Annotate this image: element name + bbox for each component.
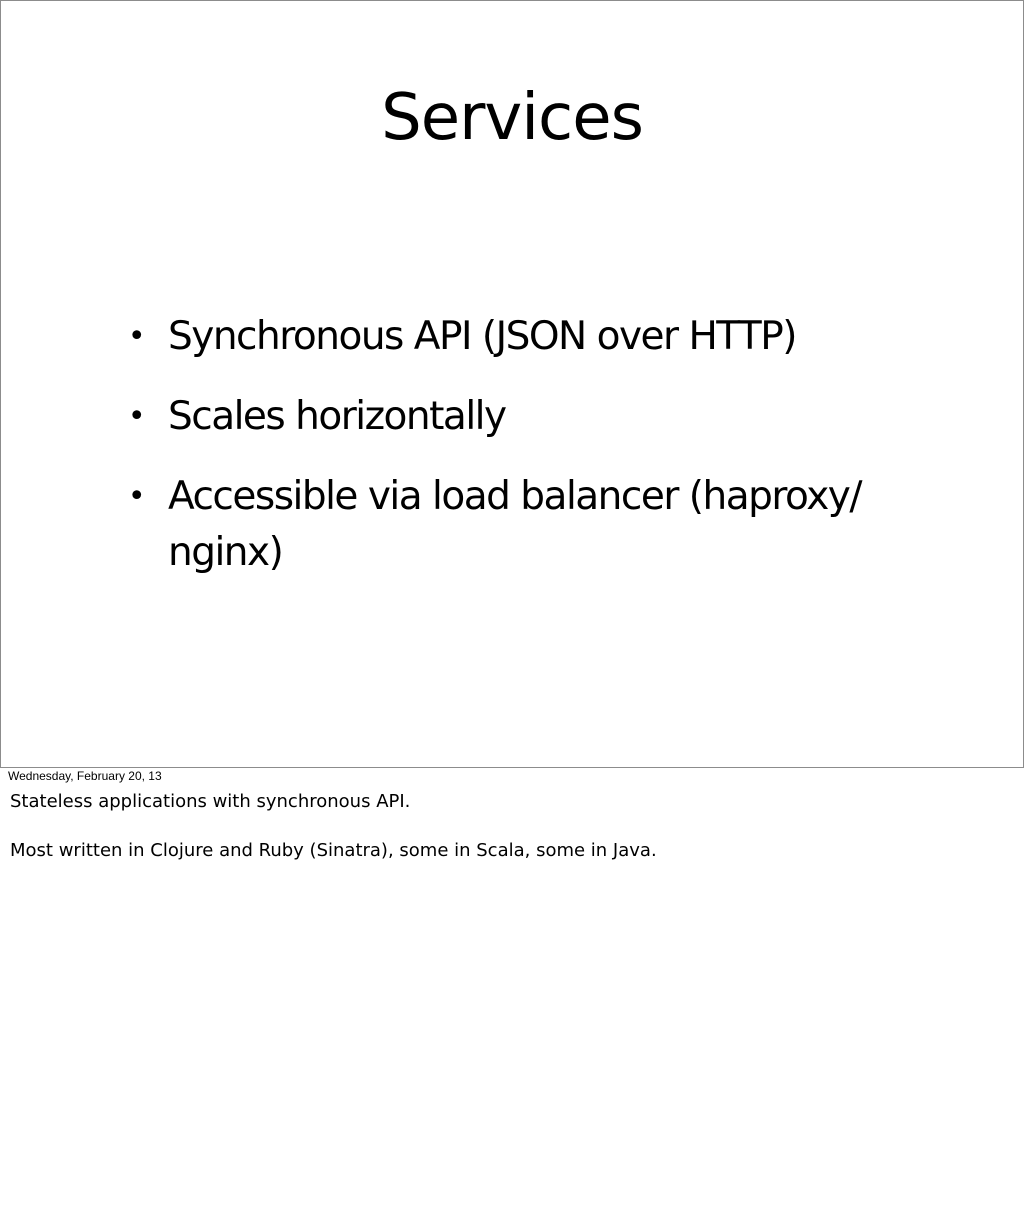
bullet-item	[121, 309, 921, 365]
bullet-text: Accessible via load balancer (haproxy/ nginx)	[168, 474, 861, 575]
bullet-list	[121, 309, 921, 605]
notes-line: Stateless applications with synchronous API.	[10, 791, 411, 812]
bullet-icon: •	[127, 399, 145, 434]
notes-line: Most written in Clojure and Ruby (Sinatra), some in Scala, some in Java.	[10, 840, 657, 861]
bullet-icon: •	[127, 479, 145, 514]
speaker-notes	[10, 787, 1010, 885]
bullet-item	[121, 389, 921, 445]
bullet-text: Synchronous API (JSON over HTTP)	[168, 314, 796, 359]
bullet-text: Scales horizontally	[168, 394, 506, 439]
bullet-item	[121, 469, 921, 581]
slide-date: Wednesday, February 20, 13	[8, 769, 162, 783]
bullet-icon: •	[127, 319, 145, 354]
slide-title: Services	[381, 81, 643, 155]
